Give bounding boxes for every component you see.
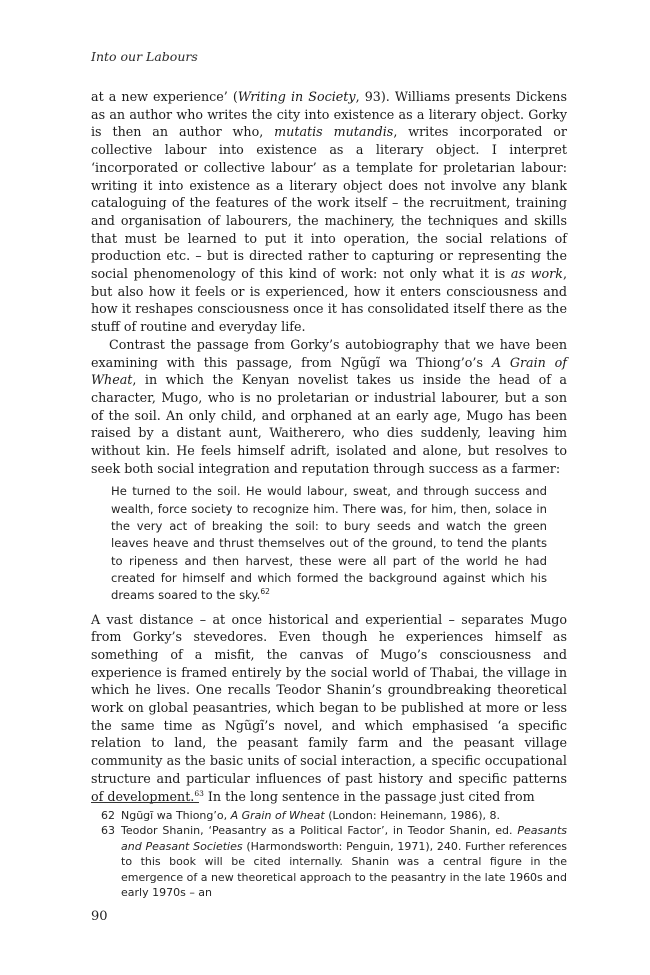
running-head: Into our Labours xyxy=(91,49,198,64)
footnote-number: 62 xyxy=(101,809,115,822)
italic-run: A Grain of Wheat xyxy=(230,809,325,822)
block-quote xyxy=(111,483,547,604)
footnote-ref: 63 xyxy=(194,788,204,798)
footnotes xyxy=(91,808,567,900)
footnote-ref: 62 xyxy=(260,587,270,597)
text-run: , writes incorporated or collective labour into existence as a literary object. I interpret ‘incorporated or collective labour’ as a template for proletarian labour: writing it into existence as a literary object does not involve any blank cataloguing of the features of the work itself – the recruitment, training and organisation of labourers, the machinery, the techniques and skills that must be learned to put it into operation, the social relations of production etc. – but is directed rather to capturing or representing the social phenomenology of this kind of work: not only what it is xyxy=(91,124,567,282)
footnote-number: 63 xyxy=(101,824,115,838)
text-run: , but also how it feels or is experienced, how it enters consciousness and how it reshapes consciousness once it has consolidated itself there as the stuff of routine and everyday life. xyxy=(91,266,567,335)
text-run: A vast distance – at once historical and experiential – separates Mugo from Gorky’s stevedores. Even though he experiences himself as something of a misfit, the canvas of Mugo’s consciousness and experience is framed entirely by the social world of Thabai, the village in which he lives. One recalls Teodor Shanin’s groundbreaking theoretical work on global peasantries, which began to be published at more or less the same time as Ngũgĩ’s novel, and which emphasised ‘a specific relation to land, the peasant family farm and the peasant village community as the basic units of social interaction, a specific occupational structure and particular influences of past history and specific patterns of development. xyxy=(91,611,567,804)
italic-run: Peasants and Peasant Societies xyxy=(121,824,567,853)
footnote xyxy=(91,808,567,823)
text-run: (Harmondsworth: Penguin, 1971), 240. Further references to this book will be cited internally. Shanin was a central figure in the emergence of a new theoretical approach to the peasantry in the late 1960s and early 1970s – an xyxy=(121,839,567,900)
italic-run: as work xyxy=(510,266,563,282)
italic-run: mutatis mutandis xyxy=(274,124,394,140)
page-number: 90 xyxy=(91,909,108,924)
text-run: Ngũgĩ wa Thiong’o, xyxy=(121,809,231,822)
paragraph xyxy=(91,611,567,806)
footnote-text xyxy=(121,823,567,900)
italic-run: A Grain of Wheat xyxy=(91,354,567,388)
text-run: Teodor Shanin, ‘Peasantry as a Political Factor’, in Teodor Shanin, ed. xyxy=(121,824,518,838)
text-run: (London: Heinemann, 1986), 8. xyxy=(324,809,501,822)
text-run: He turned to the soil. He would labour, sweat, and through success and wealth, force society to recognize him. There was, for him, then, solace in the very act of breaking the soil: to bury seeds and watch the green leaves heave and thrust themselves out of the ground, to tend the plants to ripeness and then harvest, these were all part of the world he had created for himself and which formed the background against which his dreams soared to the sky. xyxy=(111,484,547,603)
italic-run: Writing in Society xyxy=(237,89,356,104)
text-run: , in which the Kenyan novelist takes us inside the head of a character, Mugo, who is no proletarian or industrial labourer, but a son of the soil. An only child, and orphaned at an early age, Mugo has been raised by a distant aunt, Waitherero, who dies suddenly, leaving him without kin. He feels himself adrift, isolated and alone, but resolves to seek both social integration and reputation through success as a farmer: xyxy=(91,372,567,476)
paragraph xyxy=(91,88,567,336)
text-run: at a new experience’ ( xyxy=(91,89,238,104)
text-run: Contrast the passage from Gorky’s autobiography that we have been examining with this passage, from Ngũgĩ wa Thiong’o’s xyxy=(91,336,567,370)
text-run: , 93). Williams presents Dickens as an author who writes the city into existence as a literary object. Gorky is then an author who, xyxy=(91,89,567,140)
footnote-text xyxy=(121,808,567,823)
footnote xyxy=(91,823,567,900)
main-text xyxy=(91,88,567,805)
paragraph xyxy=(91,336,567,478)
footnote-rule xyxy=(91,802,199,803)
text-run: In the long sentence in the passage just cited from xyxy=(203,788,535,804)
